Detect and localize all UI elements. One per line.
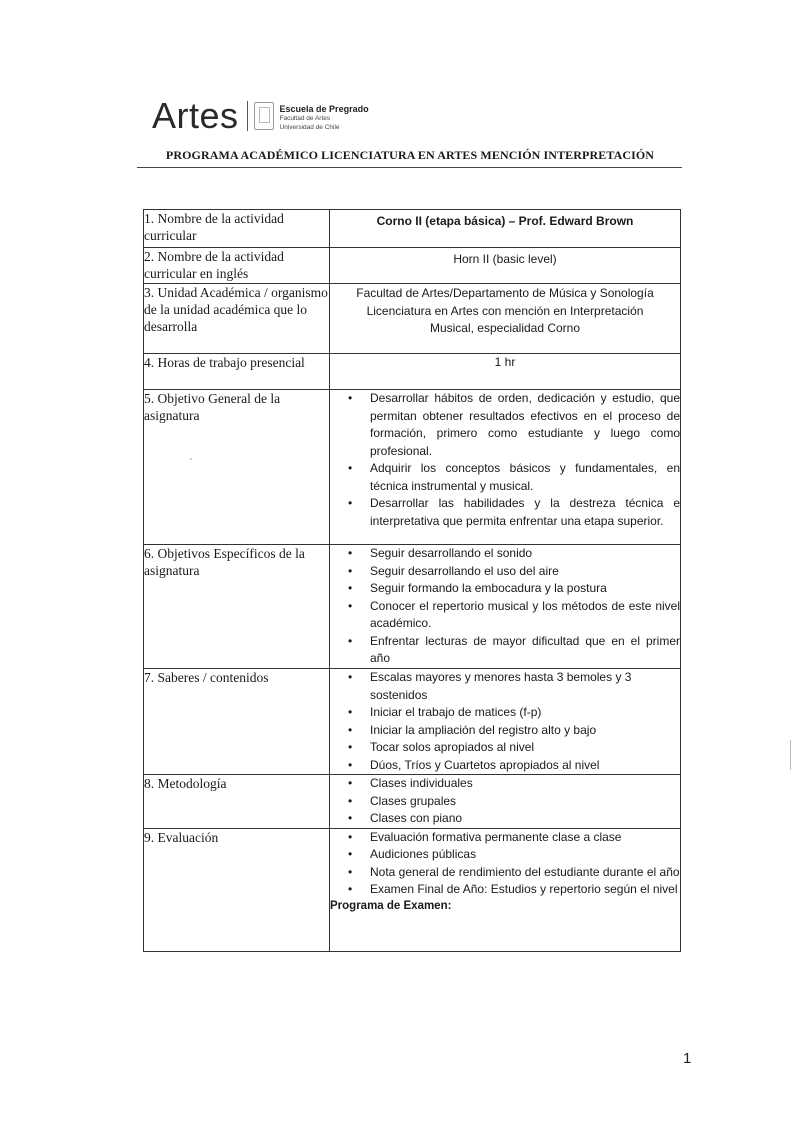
list-item: • Examen Final de Año: Estudios y repertorio según el nivel (330, 881, 680, 899)
table-row-methodology (144, 775, 681, 829)
english-name-value: Horn II (basic level) (330, 248, 681, 284)
table-row-general-objective (144, 390, 681, 545)
table-row-english-name (144, 248, 681, 284)
table-row-academic-unit (144, 284, 681, 354)
list-item: • Adquirir los conceptos básicos y fundamentales, en técnica instrumental y musical. (330, 460, 680, 495)
logo-text (280, 105, 369, 132)
table-row-contact-hours (144, 354, 681, 390)
list-item: • Seguir desarrollando el sonido (330, 545, 680, 563)
exam-program-label: Programa de Examen: (330, 899, 452, 912)
title-underline (137, 167, 682, 168)
list-item: • Evaluación formativa permanente clase a clase (330, 829, 680, 847)
scan-speck (790, 740, 791, 770)
row-label: 6. Objetivos Específicos de la asignatura (144, 545, 330, 669)
list-item: • Escalas mayores y menores hasta 3 bemoles y 3 sostenidos (330, 669, 680, 704)
list-item: • Clases con piano (330, 810, 680, 828)
list-item: • Nota general de rendimiento del estudiante durante el año (330, 864, 680, 882)
scan-speck (190, 458, 192, 460)
table-row-contents (144, 669, 681, 775)
specific-objectives-cell (330, 545, 681, 669)
row-label: 4. Horas de trabajo presencial (144, 354, 330, 390)
row-label: 7. Saberes / contenidos (144, 669, 330, 775)
list-item: • Audiciones públicas (330, 846, 680, 864)
logo-wordmark: Artes (152, 95, 239, 136)
list-item: • Conocer el repertorio musical y los métodos de este nivel académico. (330, 598, 680, 633)
list-item: • Desarrollar las habilidades y la destreza técnica e interpretativa que permita enfrentar una etapa superior. (330, 495, 680, 530)
row-label: 3. Unidad Académica / organismo de la unidad académica que lo desarrolla (144, 284, 330, 354)
contact-hours-value: 1 hr (330, 354, 681, 390)
list-item: • Seguir formando la embocadura y la postura (330, 580, 680, 598)
row-label: 2. Nombre de la actividad curricular en inglés (144, 248, 330, 284)
contents-cell (330, 669, 681, 775)
table-row-evaluation (144, 828, 681, 951)
logo-divider (247, 101, 248, 131)
row-label: 8. Metodología (144, 775, 330, 829)
page-number: 1 (683, 1050, 692, 1067)
logo-university: Universidad de Chile (279, 123, 340, 131)
list-item: • Clases individuales (330, 775, 680, 793)
general-objective-cell (330, 390, 681, 545)
list-item: • Desarrollar hábitos de orden, dedicación y estudio, que permitan obtener resultados efectivos en el proceso de formación, primero como estudiante y luego como profesional. (330, 390, 680, 460)
methodology-cell (330, 775, 681, 829)
logo-school-name: Escuela de Pregrado (279, 103, 369, 114)
table-row-specific-objectives (144, 545, 681, 669)
list-item: • Seguir desarrollando el uso del aire (330, 563, 680, 581)
academic-unit-value: Facultad de Artes/Departamento de Música y Sonología Licenciatura en Artes con mención en Interpretación Musical, especialidad Corno (330, 284, 681, 354)
course-program-table (143, 209, 681, 952)
document-title: PROGRAMA ACADÉMICO LICENCIATURA EN ARTES MENCIÓN INTERPRETACIÓN (165, 148, 655, 162)
list-item: • Enfrentar lecturas de mayor dificultad que en el primer año (330, 633, 680, 668)
list-item: • Dúos, Tríos y Cuartetos apropiados al nivel (330, 757, 680, 775)
list-item: • Tocar solos apropiados al nivel (330, 739, 680, 757)
evaluation-cell (330, 828, 681, 951)
artes-logo (152, 96, 369, 136)
row-label: 1. Nombre de la actividad curricular (144, 210, 330, 248)
list-item: • Iniciar la ampliación del registro alto y bajo (330, 722, 680, 740)
university-seal-icon (254, 102, 274, 130)
activity-name-value: Corno II (etapa básica) – Prof. Edward Brown (330, 210, 681, 248)
row-label: 9. Evaluación (144, 828, 330, 951)
list-item: • Iniciar el trabajo de matices (f-p) (330, 704, 680, 722)
list-item: • Clases grupales (330, 793, 680, 811)
row-label: 5. Objetivo General de la asignatura (144, 390, 330, 545)
table-row-activity-name (144, 210, 681, 248)
logo-faculty: Facultad de Artes (279, 114, 331, 122)
